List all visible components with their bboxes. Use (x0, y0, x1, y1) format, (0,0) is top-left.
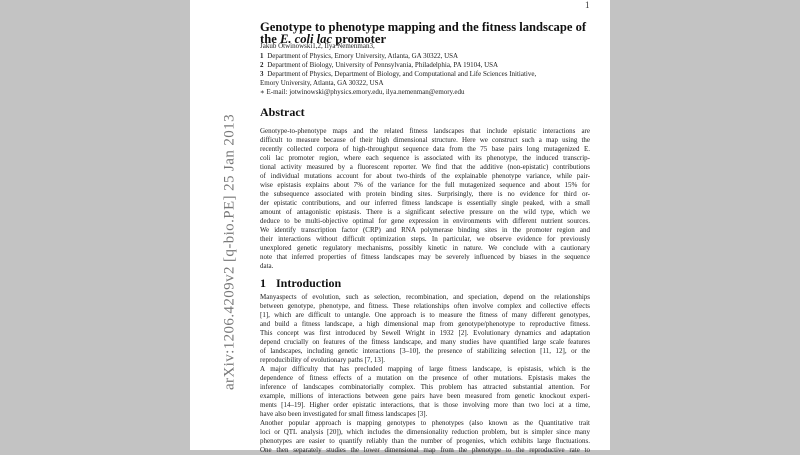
intro-body-line: ments [14–19]. Higher order epistatic interactions, that is those involving more than two loci at a time, (260, 401, 590, 409)
title-species: E. coli lac (279, 32, 333, 46)
abstract-body-line: the subsequence associated with protein binding sites. Surprisingly, there is no evidence for third or- (260, 190, 590, 198)
affiliation-2: 2 Department of Biology, University of Pennsylvania, Philadelphia, PA 19104, USA (260, 61, 499, 69)
abstract-body-line: wise epistasis explains about 7% of the variance for the full mutagenized sequence and about 15% for (260, 181, 590, 189)
abstract-body-line: of individual mutations account for about two-thirds of the explainable phenotype variance, while pair- (260, 172, 590, 180)
page-number: 1 (585, 0, 590, 10)
intro-body-line: depend crucially on features of the fitness landscape, and many studies have quantified large scale features (260, 338, 590, 346)
title-line-2: the E. coli lac promoter (260, 32, 387, 46)
intro-body-line: reproducibility of evolutionary paths [7, 13]. (260, 356, 385, 364)
abstract-body-line: unexplored genetic regulatory mechanisms, possibly kinetic in nature. We conclude with a cautionary (260, 244, 590, 252)
intro-body-line: This concept was first introduced by Sewell Wright in 1932 [2]. Evolutionary dynamics and adaptation (260, 329, 590, 337)
intro-body-line: have also been investigated for small fitness landscapes [3]. (260, 410, 428, 418)
email-line: ∗ E-mail: jotwinowski@physics.emory.edu, ilya.nemenman@emory.edu (260, 88, 465, 96)
intro-body-line: Manyaspects of evolution, such as selection, recombination, and speciation, depend on the relationships (260, 293, 590, 301)
arxiv-stamp: arXiv:1206.4209v2 [q-bio.PE] 25 Jan 2013 (221, 114, 238, 390)
intro-body-line: Another popular approach is mapping genotypes to phenotypes (also known as the Quantitative trait (260, 419, 590, 427)
abstract-body-line: Genotype-to-phenotype maps and the related fitness landscapes that include epistatic interactions are (260, 127, 590, 135)
abstract-body-line: difficult to measure because of their high dimensional structure. Here we construct such a map using the (260, 136, 590, 144)
intro-body-line: and build a fitness landscape, a high dimensional map from genotype/phenotype to reproductive fitness. (260, 320, 590, 328)
abstract-body-line: note that inferred properties of fitness landscapes may be severely influenced by biases in the sequence (260, 253, 590, 261)
intro-body-line: example, millions of interactions between gene pairs have been measured from genetic knockout experi- (260, 392, 590, 400)
authors: Jakub Otwinowski1,2, Ilya Nemenman3, (260, 42, 375, 50)
affiliation-3: 3 Department of Physics, Department of Biology, and Computational and Life Sciences Initiative, (260, 70, 537, 78)
abstract-body-line: amount of antagonistic epistasis. There is a significant selective pressure on the wild type, which we (260, 208, 590, 216)
intro-body-line: loci or QTL analysis [20]), which includes the dimensionality reduction problem, but is simpler since many (260, 428, 590, 436)
intro-body-line: between genotype, phenotype, and fitness. These relationships often involve complex and collective effects (260, 302, 590, 310)
affiliation-3-continued: Emory University, Atlanta, GA 30322, USA (260, 79, 384, 87)
intro-body-line: phenotypes are easier to quantify reliably than the number of progenies, which exhibits large fluctuations. (260, 437, 590, 445)
abstract-body-line: data. (260, 262, 274, 270)
intro-body-line: [1], which are difficult to untangle. One approach is to measure the fitness of many different genotypes, (260, 311, 590, 319)
abstract-body-line: deduce to be multi-objective optimal for gene expression in environments with different nutrient sources. (260, 217, 590, 225)
abstract-body-line: We identify transcription factor (CRP) and RNA polymerase binding sites in the promoter region and (260, 226, 590, 234)
abstract-body-line: tional activity measured by a fluorescent reporter. We find that the additive (non-epistatic) contributions (260, 163, 590, 171)
intro-body-line: One then separately studies the lower dimensional map from the phenotype to the reproductive rate to (260, 446, 590, 454)
abstract-body-line: der epistatic contributions, and our inferred fitness landscape is essentially single peaked, with a small (260, 199, 590, 207)
title-line-1: Genotype to phenotype mapping and the fitness landscape of (260, 20, 587, 34)
intro-body-line: of landscapes, including genetic interactions [3–10], the presence of stabilizing selection [11, 12], or the (260, 347, 590, 355)
intro-body-line: dependence of fitness effects of a mutation on the presence of other mutations. Epistasis makes the (260, 374, 590, 382)
abstract-body-line: recently collected corpora of high-throughput sequence data from the 75 base pairs long mutagenized E. (260, 145, 590, 153)
abstract-heading: Abstract (260, 105, 305, 119)
introduction-heading: 1 Introduction (260, 276, 342, 290)
intro-body-line: A major difficulty that has precluded mapping of large fitness landscape, is epistasis, which is the (260, 365, 590, 373)
affiliation-1: 1 Department of Physics, Emory University, Atlanta, GA 30322, USA (260, 52, 459, 60)
intro-body-line: inference of landscapes combinatorially complex. This problem has attracted substantial attention. For (260, 383, 590, 391)
abstract-body-line: their interactions without difficult optimization steps. In particular, we observe evidence for previously (260, 235, 590, 243)
abstract-body-line: coli lac promoter region, where each sequence is associated with its phenotype, the induced transcrip- (260, 154, 590, 162)
